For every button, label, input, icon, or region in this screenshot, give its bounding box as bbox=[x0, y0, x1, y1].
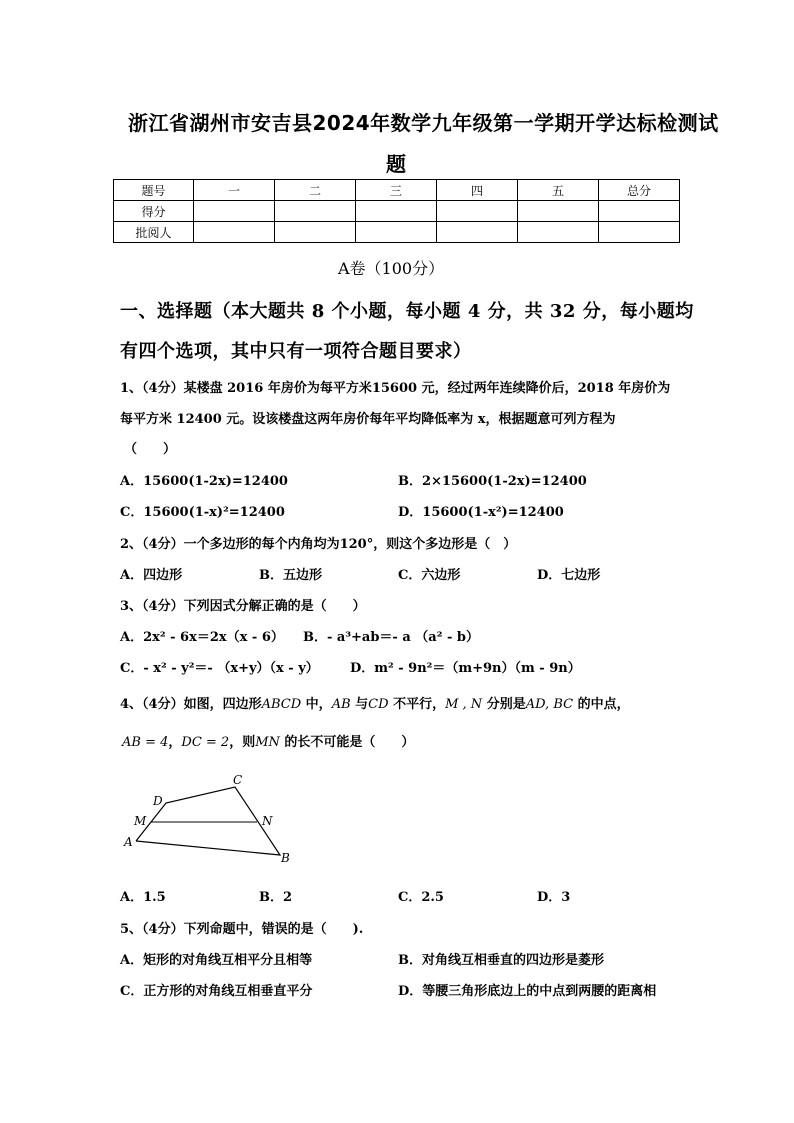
score-table-header-row bbox=[114, 180, 680, 201]
score-table-row bbox=[114, 222, 680, 243]
q4-math-mn-points: M , N bbox=[445, 697, 483, 712]
figure-label-c: C bbox=[233, 773, 243, 787]
score-cell[interactable] bbox=[518, 201, 599, 222]
score-cell[interactable] bbox=[275, 222, 356, 243]
score-table-header-cell: 三 bbox=[356, 180, 437, 201]
question-4-option-c[interactable]: C．2.5 bbox=[398, 890, 444, 905]
question-1-line1: 1、（4分）某楼盘 2016 年房价为每平方米15600 元，经过两年连续降价后，2018 年房价为 bbox=[120, 381, 671, 396]
question-5-stem: 5、（4分）下列命题中，错误的是（ ). bbox=[120, 922, 364, 937]
score-cell[interactable] bbox=[356, 222, 437, 243]
question-3-option-a[interactable]: A．2x² - 6x＝2x（x - 6） bbox=[120, 630, 284, 645]
question-2-option-a[interactable]: A．四边形 bbox=[120, 568, 183, 583]
figure-label-n: N bbox=[262, 814, 273, 828]
question-3-option-d[interactable]: D．m² - 9n²＝（m+9n）（m - 9n） bbox=[350, 661, 581, 676]
score-table-header-cell: 总分 bbox=[599, 180, 680, 201]
figure-label-a: A bbox=[124, 835, 133, 849]
question-2-option-d[interactable]: D．七边形 bbox=[537, 568, 601, 583]
score-table-row-label: 批阅人 bbox=[114, 222, 194, 243]
score-cell[interactable] bbox=[599, 222, 680, 243]
score-cell[interactable] bbox=[275, 201, 356, 222]
section-heading-line2: 有四个选项，其中只有一项符合题目要求） bbox=[120, 341, 472, 362]
question-1-option-b[interactable]: B．2×15600(1-2x)=12400 bbox=[398, 474, 587, 489]
q4-text: 的长不可能是（ ） bbox=[279, 735, 415, 750]
figure-label-m: M bbox=[134, 814, 147, 828]
figure-label-d: D bbox=[153, 794, 163, 808]
section-heading-line1: 一、选择题（本大题共 8 个小题，每小题 4 分，共 32 分，每小题均 bbox=[120, 301, 694, 322]
q4-math-adbc: AD, BC bbox=[525, 697, 574, 712]
score-cell[interactable] bbox=[356, 201, 437, 222]
score-table bbox=[113, 179, 680, 243]
q4-text: 4、（4分）如图，四边形 bbox=[120, 697, 262, 712]
question-4-option-d[interactable]: D．3 bbox=[537, 890, 571, 905]
score-cell[interactable] bbox=[437, 201, 518, 222]
q4-math-cd: CD bbox=[368, 697, 389, 712]
question-5-option-c[interactable]: C．正方形的对角线互相垂直平分 bbox=[120, 984, 313, 999]
question-4-line1 bbox=[120, 693, 630, 712]
question-5-option-b[interactable]: B．对角线互相垂直的四边形是菱形 bbox=[398, 953, 604, 968]
question-3-option-c[interactable]: C．- x² - y²＝- （x+y）（x - y） bbox=[120, 661, 319, 676]
exam-title-line1: 浙江省湖州市安吉县2024年数学九年级第一学期开学达标检测试 bbox=[128, 111, 719, 135]
volume-title: A卷（100分） bbox=[338, 259, 445, 278]
score-table-header-cell: 二 bbox=[275, 180, 356, 201]
q4-math-ab-value: AB = 4 bbox=[122, 735, 169, 750]
question-2-option-b[interactable]: B．五边形 bbox=[259, 568, 322, 583]
q4-text: ， bbox=[168, 735, 182, 750]
question-4-line2 bbox=[122, 731, 414, 750]
question-4-option-a[interactable]: A．1.5 bbox=[120, 890, 166, 905]
question-1-line3: （ ） bbox=[124, 442, 177, 457]
q4-text: 与 bbox=[350, 697, 369, 712]
question-3-option-b[interactable]: B．- a³+ab＝- a （a² - b） bbox=[303, 630, 479, 645]
question-2-stem: 2、（4分）一个多边形的每个内角均为120°，则这个多边形是（ ） bbox=[120, 537, 517, 552]
score-table-header-cell: 一 bbox=[194, 180, 275, 201]
question-2-option-c[interactable]: C．六边形 bbox=[398, 568, 461, 583]
score-cell[interactable] bbox=[599, 201, 680, 222]
score-table-header-cell: 四 bbox=[437, 180, 518, 201]
q4-text: 不平行， bbox=[388, 697, 446, 712]
figure-label-b: B bbox=[281, 851, 290, 865]
q4-text: ，则 bbox=[229, 735, 256, 750]
score-table-header-cell: 五 bbox=[518, 180, 599, 201]
q4-math-dc-value: DC = 2 bbox=[181, 735, 230, 750]
question-5-option-a[interactable]: A．矩形的对角线互相平分且相等 bbox=[120, 953, 313, 968]
question-1-option-d[interactable]: D．15600(1-x²)=12400 bbox=[398, 505, 564, 520]
question-4-option-b[interactable]: B．2 bbox=[259, 890, 293, 905]
score-table-row-label: 得分 bbox=[114, 201, 194, 222]
question-3-stem: 3、（4分）下列因式分解正确的是（ ） bbox=[120, 599, 366, 614]
q4-text: 分别是 bbox=[482, 697, 526, 712]
score-cell[interactable] bbox=[194, 201, 275, 222]
q4-math-mn: MN bbox=[255, 735, 280, 750]
question-1-option-c[interactable]: C．15600(1-x)²=12400 bbox=[120, 505, 285, 520]
score-cell[interactable] bbox=[437, 222, 518, 243]
score-table-header-cell: 题号 bbox=[114, 180, 194, 201]
question-5-option-d[interactable]: D．等腰三角形底边上的中点到两腰的距离相 bbox=[398, 984, 657, 999]
score-cell[interactable] bbox=[194, 222, 275, 243]
score-table-row bbox=[114, 201, 680, 222]
question-1-line2: 每平方米 12400 元。设该楼盘这两年房价每年平均降低率为 x，根据题意可列方程为 bbox=[120, 412, 616, 427]
exam-title-line2: 题 bbox=[386, 152, 407, 176]
q4-math-ab: AB bbox=[331, 697, 351, 712]
score-cell[interactable] bbox=[518, 222, 599, 243]
q4-math-quad: ABCD bbox=[261, 697, 302, 712]
q4-text: 的中点， bbox=[573, 697, 630, 712]
question-1-option-a[interactable]: A．15600(1-2x)=12400 bbox=[120, 474, 288, 489]
q4-text: 中， bbox=[301, 697, 332, 712]
quadrilateral-figure bbox=[118, 770, 298, 870]
